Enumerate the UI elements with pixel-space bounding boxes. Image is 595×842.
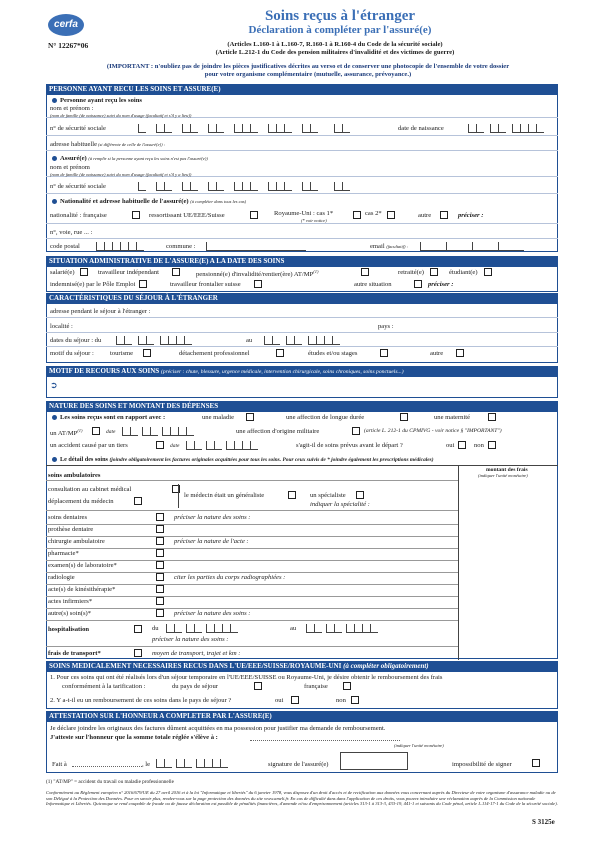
refund-no-checkbox[interactable] [351, 696, 359, 704]
tarif-country-label: du pays de séjour [172, 683, 218, 690]
refund-yes-label: oui [275, 697, 284, 704]
cerfa-logo: cerfa [48, 14, 84, 36]
uk-case2-checkbox[interactable] [387, 211, 395, 219]
atmp-footnote: (1) "AT/MP" = accident du travail ou maladie professionnelle [46, 779, 174, 785]
important-line-1: (IMPORTANT : n'oubliez pas de joindre les pièces justificatives décrites au verso et de conserver une photocopie de l'ensemble de votre dossier [106, 63, 510, 70]
attestation-line-2: J'atteste sur l'honneur que la somme totale réglée s'élève à : [50, 734, 218, 741]
bullet-icon [52, 457, 57, 462]
other-care-specify-label: préciser la nature des soins : [174, 610, 251, 617]
nationality-other-checkbox[interactable] [440, 211, 448, 219]
bullet-icon [52, 156, 57, 161]
name-hint: (nom de famille (de naissance) suivi du nom d'usage (facultatif et s'il y a lieu)) [50, 113, 192, 118]
person-heading: Personne ayant reçu les soins [52, 97, 142, 105]
cannot-sign-label: impossibilité de signer [452, 761, 512, 768]
signature-date-cells[interactable] [156, 759, 256, 769]
studies-label: études et/ou stages [308, 350, 358, 357]
student-checkbox[interactable] [484, 268, 492, 276]
section-header-admin: SITUATION ADMINISTRATIVE DE L'ASSURE(E) A LA DATE DES SOINS [46, 256, 558, 266]
locality-label: localité : [50, 323, 73, 330]
consultation-label: consultation au cabinet médical [48, 486, 132, 493]
stay-reason-row [46, 349, 558, 361]
other-care-checkbox[interactable] [156, 609, 164, 617]
tarif-french-checkbox[interactable] [343, 682, 351, 690]
care-relation-label: Les soins reçus sont en rapport avec : [52, 414, 165, 422]
insured-nss-row [46, 181, 558, 194]
insured-nss-input-cells[interactable] [138, 182, 388, 192]
dob-label: date de naissance [398, 125, 444, 132]
situation-specify-label: préciser : [428, 281, 454, 288]
refund-yes-checkbox[interactable] [291, 696, 299, 704]
maternity-label: une maternité [434, 414, 471, 421]
nursing-checkbox[interactable] [156, 597, 164, 605]
section-header-attestation: ATTESTATION SUR L'HONNEUR A COMPLETER PAR L'ASSURE(E) [46, 711, 558, 721]
care-third-party-row [46, 441, 558, 453]
dental-checkbox[interactable] [156, 513, 164, 521]
postal-code-cells[interactable] [96, 242, 156, 252]
other-situation-checkbox[interactable] [414, 280, 422, 288]
address-label: adresse habituelle [50, 141, 98, 148]
nationality-french-label: nationalité : française [50, 212, 107, 219]
specialist-checkbox[interactable] [356, 491, 364, 499]
physio-label: acte(s) de kinésithérapie* [48, 586, 116, 593]
uk-case1-checkbox[interactable] [353, 211, 361, 219]
specialty-label: indiquer la spécialité : [310, 501, 370, 508]
locality-row[interactable] [46, 321, 558, 333]
other-care-label: autre(s) soin(s)* [48, 610, 92, 617]
admin-row-2 [46, 280, 558, 292]
stay-to-cells[interactable] [264, 336, 354, 346]
reason-hint: (préciser : chute, blessure, urgence médicale, intervention chirurgicale, soins chroniques, soins ponctuels...) [160, 369, 404, 375]
section-header-eu-care: SOINS MEDICALEMENT NECESSAIRES RECUS DANS L'UE/EEE/SUISSE/ROYAUME-UNI (à compléter obligatoirement) [46, 661, 558, 671]
care-detail-hint: (joindre obligatoirement les factures originales acquittées pour tous les soins. Pour ceux suivis de * joindre également les prescriptions médicales) [109, 457, 434, 463]
amount-hint: (indiquer l'unité monétaire) [478, 473, 528, 478]
hospital-from-cells[interactable] [166, 624, 266, 634]
third-party-date-cells[interactable] [186, 441, 286, 451]
nss-input-cells[interactable] [138, 124, 388, 134]
illness-checkbox[interactable] [246, 413, 254, 421]
address-row[interactable] [46, 139, 558, 151]
admin-row-1 [46, 268, 558, 280]
hospital-to-cells[interactable] [306, 624, 406, 634]
maternity-checkbox[interactable] [488, 413, 496, 421]
tarif-country-checkbox[interactable] [254, 682, 262, 690]
planned-no-label: non [474, 442, 484, 449]
reason-box[interactable] [46, 376, 558, 398]
pensioner-label: pensionné(e) d'invalidité/rentier(ère) AT/MP$^{(1)}$ [196, 269, 319, 279]
planned-yes-checkbox[interactable] [458, 441, 466, 449]
ressortissant-label: ressortissant UE/EEE/Suisse [149, 212, 225, 219]
radiology-checkbox[interactable] [156, 573, 164, 581]
third-party-label: un accident causé par un tiers [50, 442, 128, 449]
place-label: Fait à [52, 761, 67, 768]
country-label: pays : [378, 323, 394, 330]
amount-header: montant des frais [486, 467, 528, 473]
planned-yes-label: oui [446, 442, 455, 449]
eu-care-hint: (à compléter obligatoirement) [343, 662, 429, 670]
generalist-checkbox[interactable] [288, 491, 296, 499]
care-detail-heading: Le détail des soins (joindre obligatoirement les factures originales acquittées pour tous les soins. Pour ceux suivis de * joindre également les prescriptions médicales) [52, 456, 434, 463]
name-label: nom et prénom : [50, 105, 94, 112]
dental-specify-label: préciser la nature des soins : [174, 514, 251, 521]
prosthesis-checkbox[interactable] [156, 525, 164, 533]
date-label: , le [142, 761, 151, 768]
third-party-checkbox[interactable] [156, 441, 164, 449]
section-header-care: NATURE DES SOINS ET MONTANT DES DÉPENSES [46, 401, 558, 411]
see-notice-hint: (* voir notice) [301, 218, 327, 223]
ressortissant-checkbox[interactable] [250, 211, 258, 219]
transport-checkbox[interactable] [134, 649, 142, 657]
nationality-other-label: autre [418, 212, 432, 219]
attestation-line-1: Je déclare joindre les originaux des factures dûment acquittées en ma possession pour justifier ma demande de remboursement. [50, 725, 386, 732]
radiology-specify-label: citer les parties du corps radiographiées : [174, 574, 286, 581]
insured-nss-label: n° de sécurité sociale [50, 183, 106, 190]
form-code: S 3125e [532, 818, 555, 826]
specialist-label: un spécialiste [310, 492, 346, 499]
care-atmp-row [46, 427, 558, 439]
salaried-label: salarié(e) [50, 269, 75, 276]
planned-no-checkbox[interactable] [488, 441, 496, 449]
hospital-specify-label: préciser la nature des soins : [152, 636, 229, 643]
stay-other-label: autre [430, 350, 444, 357]
tarif-french-label: française [304, 683, 328, 690]
hospital-to-label: au [290, 625, 297, 632]
self-employed-checkbox[interactable] [172, 268, 180, 276]
pole-emploi-label: indemnisé(e) par le Pôle Emploi [50, 281, 136, 288]
pensioner-checkbox[interactable] [361, 268, 369, 276]
frontier-worker-checkbox[interactable] [254, 280, 262, 288]
insured-name-hint: (nom de famille (de naissance) suivi du nom d'usage (facultatif et s'il y a lieu)) [50, 172, 192, 177]
nationality-specify-label: préciser : [458, 212, 484, 219]
city-input[interactable] [206, 242, 356, 252]
eu-question-2: 2. Y a-t-il eu un remboursement de ces soins dans le pays de séjour ? [50, 697, 232, 704]
currency-hint: (indiquer l'unité monétaire) [394, 743, 444, 748]
insured-name-row[interactable] [46, 163, 558, 177]
nss-label: n° de sécurité sociale [50, 125, 106, 132]
retired-label: retraité(e) [398, 269, 424, 276]
nationality-heading: Nationalité et adresse habituelle de l'assuré(e) (à compléter dans tous les cas) [52, 198, 246, 206]
student-label: étudiant(e) [449, 269, 478, 276]
pharmacy-checkbox[interactable] [156, 549, 164, 557]
signature-box[interactable] [340, 752, 408, 770]
important-line-2: pour votre organisme complémentaire (mutuelle, assurance, prévoyance.) [204, 70, 412, 78]
total-amount-input[interactable] [250, 740, 400, 741]
outpatient-surgery-checkbox[interactable] [156, 537, 164, 545]
eu-question-1-line-1: 1. Pour ces soins qui ont été réalisés lors d'un séjour temporaire en l'UE/EEE/SUISSE ou Royaume-Uni, je désire obtenir le remboursement des frais [50, 674, 443, 681]
email-label: email (facultatif) : [370, 243, 409, 250]
posting-label: détachement professionnel [179, 350, 250, 357]
doctor-visit-label: déplacement du médecin [48, 498, 114, 505]
military-checkbox[interactable] [352, 427, 360, 435]
tourism-checkbox[interactable] [143, 349, 151, 357]
city-label: commune : [166, 243, 196, 250]
postal-row [46, 241, 558, 253]
nursing-label: actes infirmiers* [48, 598, 93, 605]
important-notice [48, 63, 568, 78]
bullet-icon [52, 415, 57, 420]
stay-other-checkbox[interactable] [456, 349, 464, 357]
hospital-from-label: du [152, 625, 159, 632]
uk-case1-label: Royaume-Uni : cas 1* [274, 210, 334, 217]
doctor-visit-checkbox[interactable] [134, 497, 142, 505]
form-subtitle: Déclaration à compléter par l'assuré(e) [248, 24, 432, 36]
nss-row [46, 122, 558, 136]
self-employed-label: travailleur indépendant [98, 269, 159, 276]
cannot-sign-checkbox[interactable] [532, 759, 540, 767]
place-input[interactable] [72, 766, 142, 767]
physio-checkbox[interactable] [156, 585, 164, 593]
posting-checkbox[interactable] [276, 349, 284, 357]
lab-exams-label: examen(s) de laboratoire* [48, 562, 117, 569]
bullet-icon [52, 98, 57, 103]
pole-emploi-checkbox[interactable] [139, 280, 147, 288]
refund-no-label: non [336, 697, 346, 704]
transport-label: frais de transport* [48, 650, 101, 657]
nationality-french-checkbox[interactable] [132, 211, 140, 219]
illness-label: une maladie [202, 414, 235, 421]
pharmacy-label: pharmacie* [48, 550, 79, 557]
uk-case2-label: cas 2* [365, 210, 382, 217]
hospitalization-label: hospitalisation [48, 626, 90, 633]
address-hint: (si différente de celle de l'assuré(e)) : [98, 142, 166, 147]
insured-heading: Assuré(e) (à remplir si la personne ayant reçu les soins n'est pas l'assuré(e)) [52, 155, 208, 163]
atmp-checkbox[interactable] [92, 427, 100, 435]
street-label: n°, voie, rue ... : [50, 229, 93, 236]
transport-specify-label: moyen de transport, trajet et km : [152, 650, 241, 657]
nationality-hint: (à compléter dans tous les cas) [190, 199, 247, 204]
outpatient-surgery-label: chirurgie ambulatoire [48, 538, 105, 545]
name-row[interactable] [46, 104, 558, 118]
legal-notice: Conformément au Règlement européen n° 2016/679/UE du 27 avril 2016 et à la loi "Informatique et libertés" du 6 janvier 1978, vous disposez d'un droit d'accès et de rectification aux données vous concernant auprès du Directeur de votre organisme d'assurance maladie ou de son Délégué à la Protection des Données. Pour en savoir plus, rendez-vous sur la page protection des données du site www.ameli.fr. En cas de difficulté dans dans l'application de ces droits, vous pouvez introduire une réclamation auprès de la Commission nationale Informatique et Libertés. Quiconque se rend coupable de fraude ou de fausse déclaration est passible de pénalités financières, d'amende et/ou d'emprisonnement (articles 313-1 à 313-3, 433-19, 441-1 et suivants du Code pénal, article L.114-17-1 du Code de la sécurité sociale). [46, 790, 558, 806]
military-hint: (article L. 212-1 du CPMIVG - voir notice § "IMPORTANT") [364, 428, 502, 434]
lab-exams-checkbox[interactable] [156, 561, 164, 569]
dental-label: soins dentaires [48, 514, 88, 521]
hospitalization-checkbox[interactable] [134, 625, 142, 633]
legal-reference-1: (Articles L.160-1 à L.160-7, R.160-1 à R.160-4 du Code de la sécurité sociale) [227, 41, 443, 48]
retired-checkbox[interactable] [430, 268, 438, 276]
stay-dates-row [46, 335, 558, 347]
radiology-label: radiologie [48, 574, 75, 581]
form-title: Soins reçus à l'étranger [264, 8, 416, 24]
care-table [46, 465, 558, 659]
salaried-checkbox[interactable] [80, 268, 88, 276]
street-row[interactable] [46, 226, 558, 239]
stay-to-label: au [246, 337, 253, 344]
section-header-person: PERSONNE AYANT RECU LES SOINS ET ASSURE(E) [46, 84, 558, 94]
stay-address-row[interactable] [46, 306, 558, 318]
stay-address-label: adresse pendant le séjour à l'étranger : [50, 308, 151, 315]
amount-column-divider [458, 466, 459, 660]
stay-from-label: dates du séjour : du [50, 337, 102, 344]
bullet-icon [52, 199, 57, 204]
other-situation-label: autre situation [354, 281, 392, 288]
long-term-checkbox[interactable] [400, 413, 408, 421]
signature-label: signature de l'assuré(e) [268, 761, 329, 768]
insured-hint: (à remplir si la personne ayant reçu les soins n'est pas l'assuré(e)) [88, 156, 208, 161]
frontier-worker-label: travailleur frontalier suisse [170, 281, 241, 288]
studies-checkbox[interactable] [380, 349, 388, 357]
arrow-icon: ➲ [50, 380, 58, 390]
military-label: une affection d'origine militaire [236, 428, 320, 435]
stay-reason-label: motif du séjour : [50, 350, 94, 357]
legal-reference-2: (Article L.212-1 du Code des pension militaires d'invalidité et des victimes de guerre) [215, 48, 455, 56]
long-term-label: une affection de longue durée [286, 414, 365, 421]
generalist-label: le médecin était un généraliste [184, 492, 265, 499]
ambulatory-label: soins ambulatoires [48, 472, 101, 479]
eu-question-1-line-2: conformément à la tarification : [62, 683, 146, 690]
form-number: N° 12267*06 [48, 41, 89, 50]
postal-code-label: code postal [50, 243, 80, 250]
stay-from-cells[interactable] [116, 336, 206, 346]
nationality-row [46, 208, 558, 224]
section-header-reason: MOTIF DE RECOURS AUX SOINS (préciser : chute, blessure, urgence médicale, intervention chirurgicale, soins chroniques, soins ponctuels...) [46, 366, 558, 376]
third-party-date-label: date [170, 443, 180, 449]
atmp-label: un AT/MP$^{(1)}$ [50, 428, 83, 438]
tourism-label: tourisme [110, 350, 134, 357]
surgery-specify-label: préciser la nature de l'acte : [174, 538, 249, 545]
dob-input-cells[interactable] [468, 124, 558, 134]
legal-references [110, 41, 560, 56]
insured-name-label: nom et prénom [50, 164, 90, 171]
email-input[interactable] [420, 242, 550, 252]
atmp-date-label: date [106, 429, 116, 435]
prosthesis-label: prothèse dentaire [48, 526, 94, 533]
atmp-date-cells[interactable] [122, 427, 222, 437]
planned-care-label: s'agit-il de soins prévus avant le départ ? [296, 442, 403, 449]
section-header-stay: CARACTÉRISTIQUES DU SÉJOUR À L'ÉTRANGER [46, 293, 558, 303]
care-relation-row [46, 413, 558, 425]
